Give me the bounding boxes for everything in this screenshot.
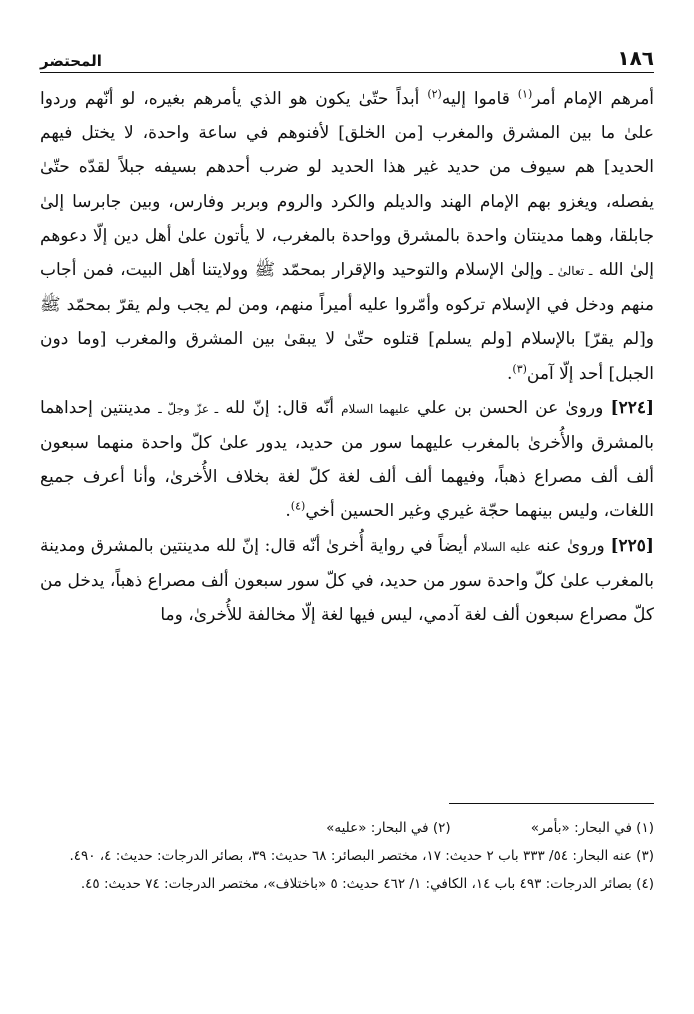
header-rule (40, 72, 654, 73)
text-run: مدينتين إحداهما بالمشرق والأُخرىٰ بالمغرب عليهما سور من حديد، يدور علىٰ كلّ واحدة منهما سبعون ألف ألف مصراع ذهباً، وفيهما ألف ألف لغة كلّ لغة بخلاف الأُخرىٰ، وأنا أعرف جميع اللغات، وليس بينهما حجّة غيري وغير الحسين أخي (40, 397, 654, 522)
footnote-ref-1: (١) (517, 87, 533, 101)
text-run: قاموا إليه (441, 89, 518, 109)
text-run: أيضاً في رواية أُخرىٰ أنّه قال: إنّ لله مدينتين بالمشرق ومدينة بالمغرب علىٰ كلّ واحدة سور من حديد، في كلّ سور سبعون ألف مصراع ذهباً، يدخل من كلّ مصراع سبعون ألف لغة آدمي، ليس فيها لغة إلّا مخالفة للأُخرىٰ، وما (40, 535, 654, 626)
text-run: وروىٰ عنه (531, 535, 611, 556)
footnote-2: (٢) في البحار: «عليه» (326, 820, 451, 836)
footnotes (40, 814, 654, 898)
text-run: أبداً حتّىٰ يكون هو الذي يأمرهم بغيره، لو أنّهم وردوا علىٰ ما بين المشرق والمغرب [من الخلق] لأفنوهم في ساعة واحدة، لا يختل فيهم الحديد] هم سيوف من حديد غير هذا الحديد لو ضرب أحدهم بسيفه جبلاً لقدّه حتّىٰ يفصله، ويغزو بهم الإمام الهند والديلم والكرد والروم وبربر وفارس، وبين جابرسا إلىٰ جابلقا، وهما مدينتان واحدة بالمشرق وواحدة بالمغرب، لا يأتون علىٰ أهل دين إلّا دعوهم إلىٰ الله (40, 89, 655, 281)
footnote-ref-2: (٢) (427, 87, 442, 101)
footnote-ref-4: (٤) (290, 499, 306, 513)
paragraph-1 (40, 82, 654, 391)
honorific: عليه السلام (473, 539, 532, 554)
footnote-row (40, 814, 654, 842)
body-text (40, 82, 654, 632)
footnote-ref-3: (٣) (512, 361, 527, 375)
text-run: أمرهم الإمام أمر (532, 89, 655, 109)
footnote-3: (٣) عنه البحار: ٥٤/ ٣٣٣ باب ٢ حديث: ١٧، مختصر البصائر: ٦٨ حديث: ٣٩، بصائر الدرجات: حديث: ٤، ٤٩٠. (69, 848, 654, 864)
paragraph-224 (40, 391, 654, 529)
honorific: ـ تعالىٰ ـ (549, 264, 593, 279)
honorific: عليهما السلام (341, 401, 410, 416)
footnote-4: (٤) بصائر الدرجات: ٤٩٣ باب ١٤، الكافي: ١/ ٤٦٢ حديث: ٥ «باختلاف»، مختصر الدرجات: ٧٤ حديث: ٤٥. (80, 876, 654, 892)
page-number: ١٨٦ (617, 46, 654, 70)
text-run: أنّه قال: إنّ لله (218, 397, 342, 418)
honorific: ـ عزّ وجلّ ـ (158, 401, 219, 416)
text-run: . (285, 501, 291, 522)
entry-number: [٢٢٥] (610, 535, 654, 556)
footnote-1: (١) في البحار: «بأمر» (530, 820, 654, 836)
text-run: وإلىٰ الإسلام والتوحيد والإقرار بمحمّد ﷺ وولايتنا أهل البيت، فمن أجاب منهم ودخل في الإسلام تركوه وأمّروا عليه أميراً منهم، ومن لم يجب ولم يقرّ بمحمّد ﷺ و[لم يقرّ] بالإسلام [ولم يسلم] قتلوه حتّىٰ لا يبقىٰ بين المشرق والمغرب [وما دون الجبل] أحد إلّا آمن (40, 260, 654, 384)
page-header (40, 36, 654, 70)
footnote-rule (449, 803, 654, 804)
text-run: وروىٰ عن الحسن بن علي (409, 397, 611, 418)
running-title: المحتضر (40, 52, 102, 70)
paragraph-225 (40, 529, 654, 633)
text-run: . (507, 363, 513, 384)
entry-number: [٢٢٤] (610, 397, 655, 418)
